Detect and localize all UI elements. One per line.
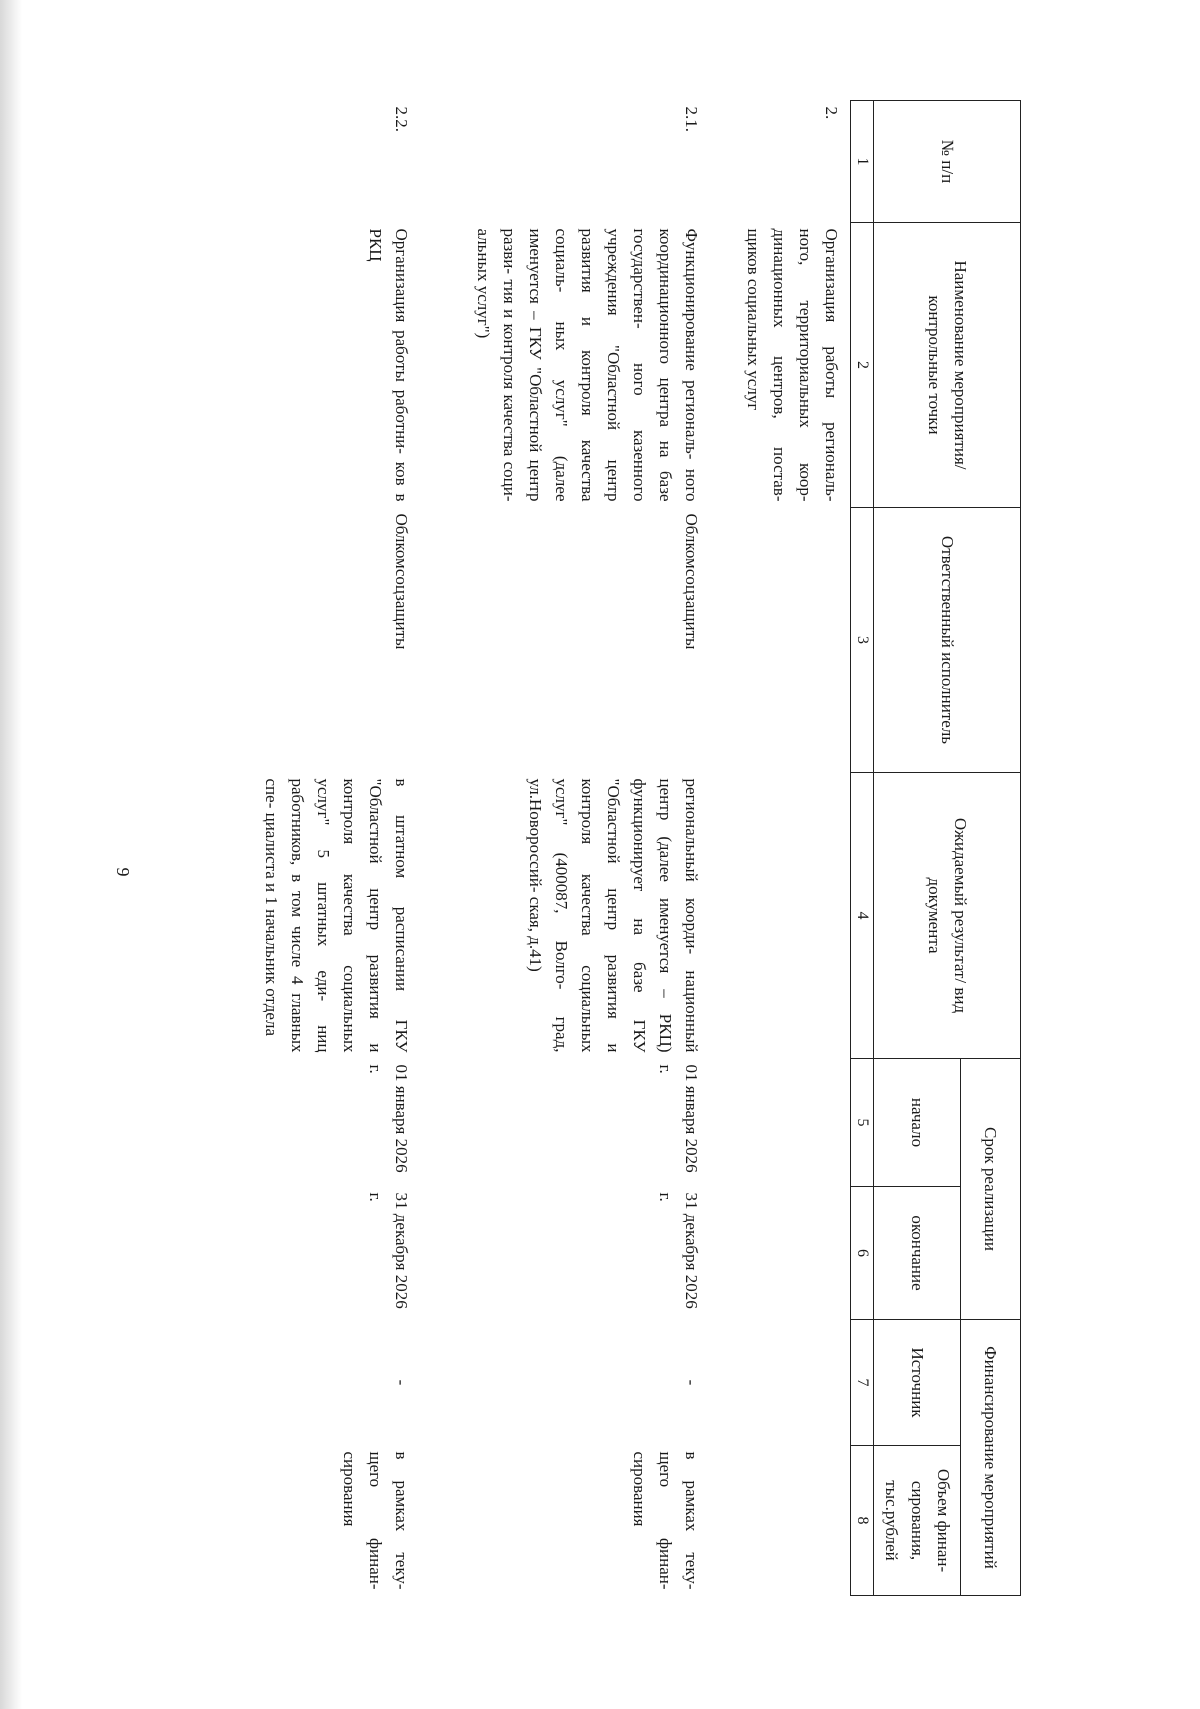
fin-source — [708, 1320, 848, 1446]
row-number: 2.1. — [682, 106, 701, 132]
table-row — [708, 101, 848, 1596]
header-period-start: начало — [874, 1059, 961, 1187]
expected-result — [708, 773, 848, 1059]
column-number: 6 — [851, 1187, 874, 1320]
header-financing: Финансирование мероприятий — [961, 1320, 1021, 1596]
period-end: 31 декабря 2026 г. — [656, 1192, 701, 1309]
table-body — [168, 101, 851, 1596]
executor: Облкомсоцзащиты — [392, 513, 411, 650]
rotated-table-container — [171, 100, 1021, 1595]
fin-volume: в рамках теку- щего финан- сирования — [340, 1451, 411, 1590]
column-number: 8 — [851, 1446, 874, 1596]
activity-name: Функционирование региональ- ного координационного центра на базе государствен- ного казенного учреждения "Областной центр развития и контроля качества социаль- ных услуг" (далее именуется – ГКУ "Областной центр разви- тия и контроля качества соци- альных услуг") — [474, 228, 701, 502]
header-expected-result: Ожидаемый результат/ вид документа — [874, 773, 1021, 1059]
period-end — [708, 1187, 848, 1320]
executor — [708, 508, 848, 773]
fin-volume: в рамках теку- щего финан- сирования — [630, 1451, 701, 1590]
fin-volume — [708, 1446, 848, 1596]
fin-source: - — [682, 1379, 701, 1386]
header-executor: Ответственный исполнитель — [874, 508, 1021, 773]
row-number: 2.2. — [392, 106, 411, 132]
row-number: 2. — [822, 106, 841, 120]
header-activity-name: Наименование мероприятия/ контрольные точки — [874, 223, 1021, 508]
header-number: № п/п — [874, 101, 1021, 223]
period-start — [708, 1059, 848, 1187]
period-start: 01 января 2026 г. — [656, 1064, 701, 1173]
header-fin-source: Источник — [874, 1320, 961, 1446]
table-header — [851, 101, 1021, 1596]
column-number: 2 — [851, 223, 874, 508]
scan-edge-shadow — [0, 0, 22, 1709]
activities-table — [168, 100, 1021, 1596]
executor: Облкомсоцзащиты — [682, 513, 701, 650]
expected-result: в штатном расписании ГКУ "Областной центр развития и контроля качества социальных услуг" 5 штатных еди- ниц работников, в том числе 4 главных спе- циалиста и 1 начальник отдела — [262, 778, 411, 1053]
column-number: 4 — [851, 773, 874, 1059]
column-number: 3 — [851, 508, 874, 773]
table-row — [168, 101, 418, 1596]
activity-name: Организация работы работни- ков в РКЦ — [366, 228, 411, 502]
fin-source: - — [392, 1379, 411, 1386]
expected-result: региональный коорди- национный центр (далее именуется – РКЦ) функционирует на базе ГКУ "Областной центр развития и контроля качества социальных услуг" (400087, Волго- град, ул.Новороссий- ская, д.41) — [526, 778, 701, 1053]
header-period-end: окончание — [874, 1187, 961, 1320]
page-number: 9 — [113, 867, 133, 877]
column-number: 5 — [851, 1059, 874, 1187]
period-end: 31 декабря 2026 г. — [366, 1192, 411, 1309]
header-fin-volume: Объем финан- сирования, тыс.рублей — [874, 1446, 961, 1596]
activity-name: Организация работы региональ- ного, территориальных коор- динационных центров, постав- щиков социальных услуг — [744, 228, 841, 502]
column-number: 7 — [851, 1320, 874, 1446]
column-number: 1 — [851, 101, 874, 223]
table-row — [418, 101, 708, 1596]
period-start: 01 января 2026 г. — [366, 1064, 411, 1173]
header-period: Срок реализации — [961, 1059, 1021, 1320]
